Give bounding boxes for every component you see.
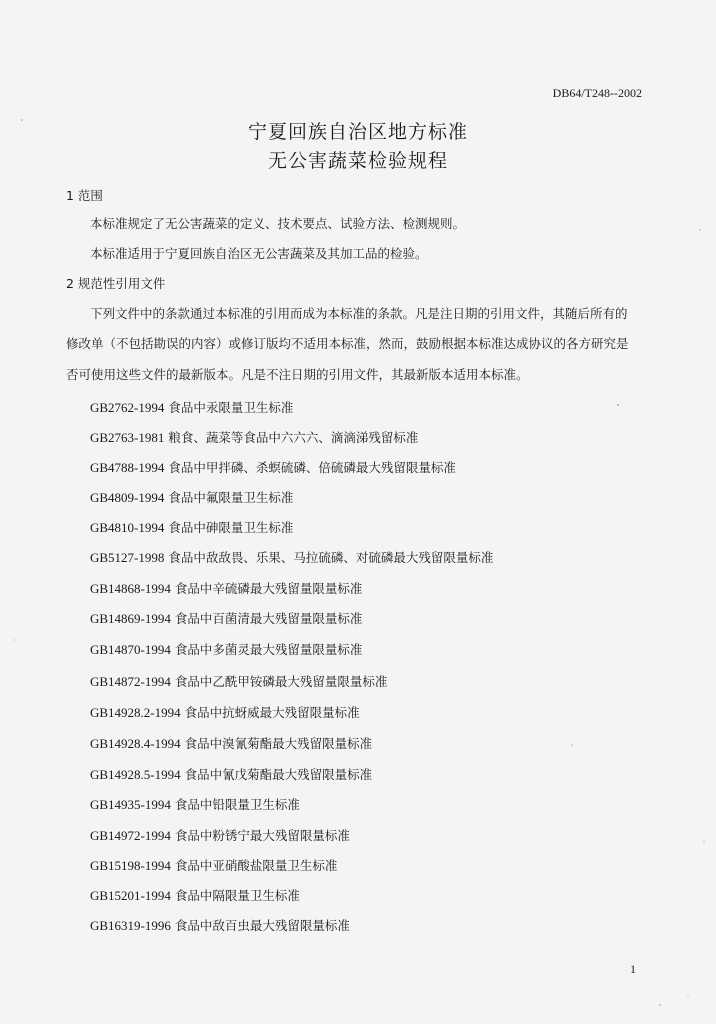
reference-code: GB14928.2-1994 [90,705,181,720]
reference-item [90,856,337,874]
reference-code: GB16319-1996 [90,918,171,933]
reference-item [90,488,293,506]
reference-code: GB14935-1994 [90,797,171,812]
reference-code: GB5127-1998 [90,550,165,565]
reference-code: GB14868-1994 [90,581,171,596]
reference-title: 食品中隔限量卫生标准 [174,888,300,903]
reference-title: 食品中抗蚜威最大残留限量标准 [184,705,360,720]
reference-item [90,609,362,627]
section-2-paragraph-line-2: 修改单（不包括勘误的内容）或修订版均不适用本标准，然而，鼓励根据本标准达成协议的各方研究是 [66,336,629,351]
reference-title: 食品中辛硫磷最大残留量限量标准 [174,581,363,596]
reference-item [90,398,293,416]
reference-code: GB14928.5-1994 [90,767,181,782]
reference-title: 食品中敌敌畏、乐果、马拉硫磷、对硫磷最大残留限量标准 [168,550,494,565]
reference-item [90,886,300,904]
reference-item [90,734,372,752]
reference-item [90,428,418,446]
reference-code: GB14928.4-1994 [90,736,181,751]
reference-code: GB4788-1994 [90,460,165,475]
reference-code: GB15198-1994 [90,858,171,873]
reference-title: 食品中敌百虫最大残留限量标准 [174,918,350,933]
reference-code: GB2762-1994 [90,400,165,415]
reference-title: 食品中粉锈宁最大残留限量标准 [174,828,350,843]
reference-item [90,548,493,566]
reference-title: 食品中百菌清最大残留量限量标准 [174,611,363,626]
section-2-heading: 2 规范性引用文件 [66,276,166,291]
reference-title: 食品中多菌灵最大残留量限量标准 [174,642,363,657]
reference-item [90,765,372,783]
reference-item [90,579,362,597]
reference-title: 食品中亚硝酸盐限量卫生标准 [174,858,338,873]
section-2-paragraph-line-3: 否可使用这些文件的最新版本。凡是不注日期的引用文件，其最新版本适用本标准。 [66,367,529,382]
section-1-paragraph-2: 本标准适用于宁夏回族自治区无公害蔬菜及其加工品的检验。 [90,246,428,261]
reference-item [90,672,387,690]
reference-code: GB4809-1994 [90,490,165,505]
reference-item [90,640,362,658]
reference-item [90,458,456,476]
reference-title: 食品中氰戊菊酯最大残留限量标准 [184,767,373,782]
reference-code: GB14869-1994 [90,611,171,626]
reference-item [90,703,360,721]
section-1-heading: 1 范围 [66,188,103,203]
reference-item [90,795,300,813]
reference-title: 食品中乙酰甲铵磷最大残留量限量标准 [174,674,388,689]
reference-code: GB4810-1994 [90,520,165,535]
reference-title: 粮食、蔬菜等食品中六六六、滴滴涕残留标准 [168,430,419,445]
section-1-paragraph-1: 本标准规定了无公害蔬菜的定义、技术要点、试验方法、检测规则。 [90,216,466,231]
reference-item [90,916,350,934]
page-number: 1 [630,962,636,976]
reference-title: 食品中铅限量卫生标准 [174,797,300,812]
title-line-2: 无公害蔬菜检验规程 [267,150,448,172]
reference-code: GB14972-1994 [90,828,171,843]
reference-title: 食品中甲拌磷、杀螟硫磷、倍硫磷最大残留限量标准 [168,460,456,475]
reference-title: 食品中汞限量卫生标准 [168,400,294,415]
reference-code: GB2763-1981 [90,430,165,445]
reference-title: 食品中砷限量卫生标准 [168,520,294,535]
title-line-1: 宁夏回族自治区地方标准 [247,121,468,143]
reference-item [90,518,293,536]
reference-code: GB15201-1994 [90,888,171,903]
reference-item [90,826,350,844]
document-code: DB64/T248--2002 [552,86,642,100]
reference-code: GB14870-1994 [90,642,171,657]
reference-title: 食品中溴氰菊酯最大残留限量标准 [184,736,373,751]
reference-code: GB14872-1994 [90,674,171,689]
section-2-paragraph-line-1: 下列文件中的条款通过本标准的引用而成为本标准的条款。凡是注日期的引用文件，其随后所有的 [90,306,628,321]
reference-title: 食品中氟限量卫生标准 [168,490,294,505]
